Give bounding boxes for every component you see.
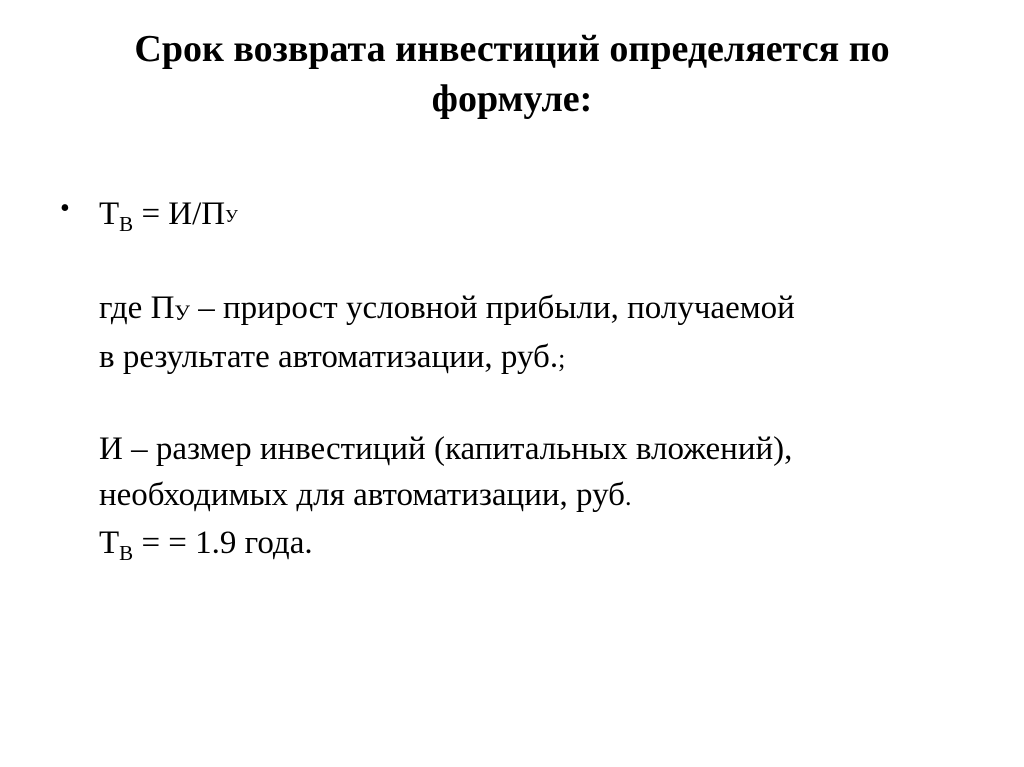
result-t-subscript: В	[119, 541, 134, 565]
investment-punct: .	[624, 482, 632, 511]
title-line-2: формуле:	[431, 78, 593, 120]
where-p-subscript: У	[174, 300, 190, 325]
investment-line-2	[99, 472, 979, 520]
formula-line	[99, 191, 979, 241]
formula-t: Т	[99, 196, 120, 232]
title-line-1: Срок возврата инвестиций определяется по	[134, 28, 890, 70]
where-punct: ;	[558, 344, 566, 373]
spacer	[99, 241, 979, 285]
result-rest: = = 1.9 года.	[133, 525, 313, 561]
formula-p-subscript: У	[225, 206, 238, 226]
investment-line-1: И – размер инвестиций (капитальных вложений),	[99, 431, 793, 467]
where-prefix: где П	[99, 290, 175, 326]
formula-t-subscript: В	[119, 212, 134, 236]
spacer	[99, 382, 979, 426]
result-line	[99, 520, 979, 569]
where-text-2: в результате автоматизации, руб.	[99, 339, 559, 375]
where-line-2	[99, 334, 979, 382]
formula-rest: = И/П	[133, 196, 226, 232]
bullet-point: •	[60, 193, 70, 224]
result-t: Т	[99, 525, 120, 561]
where-line-1	[99, 285, 979, 334]
where-text-1: – прирост условной прибыли, получаемой	[190, 290, 795, 326]
slide-content	[99, 191, 979, 569]
investment-text-2: необходимых для автоматизации, руб	[99, 477, 625, 513]
slide-title	[60, 24, 964, 124]
